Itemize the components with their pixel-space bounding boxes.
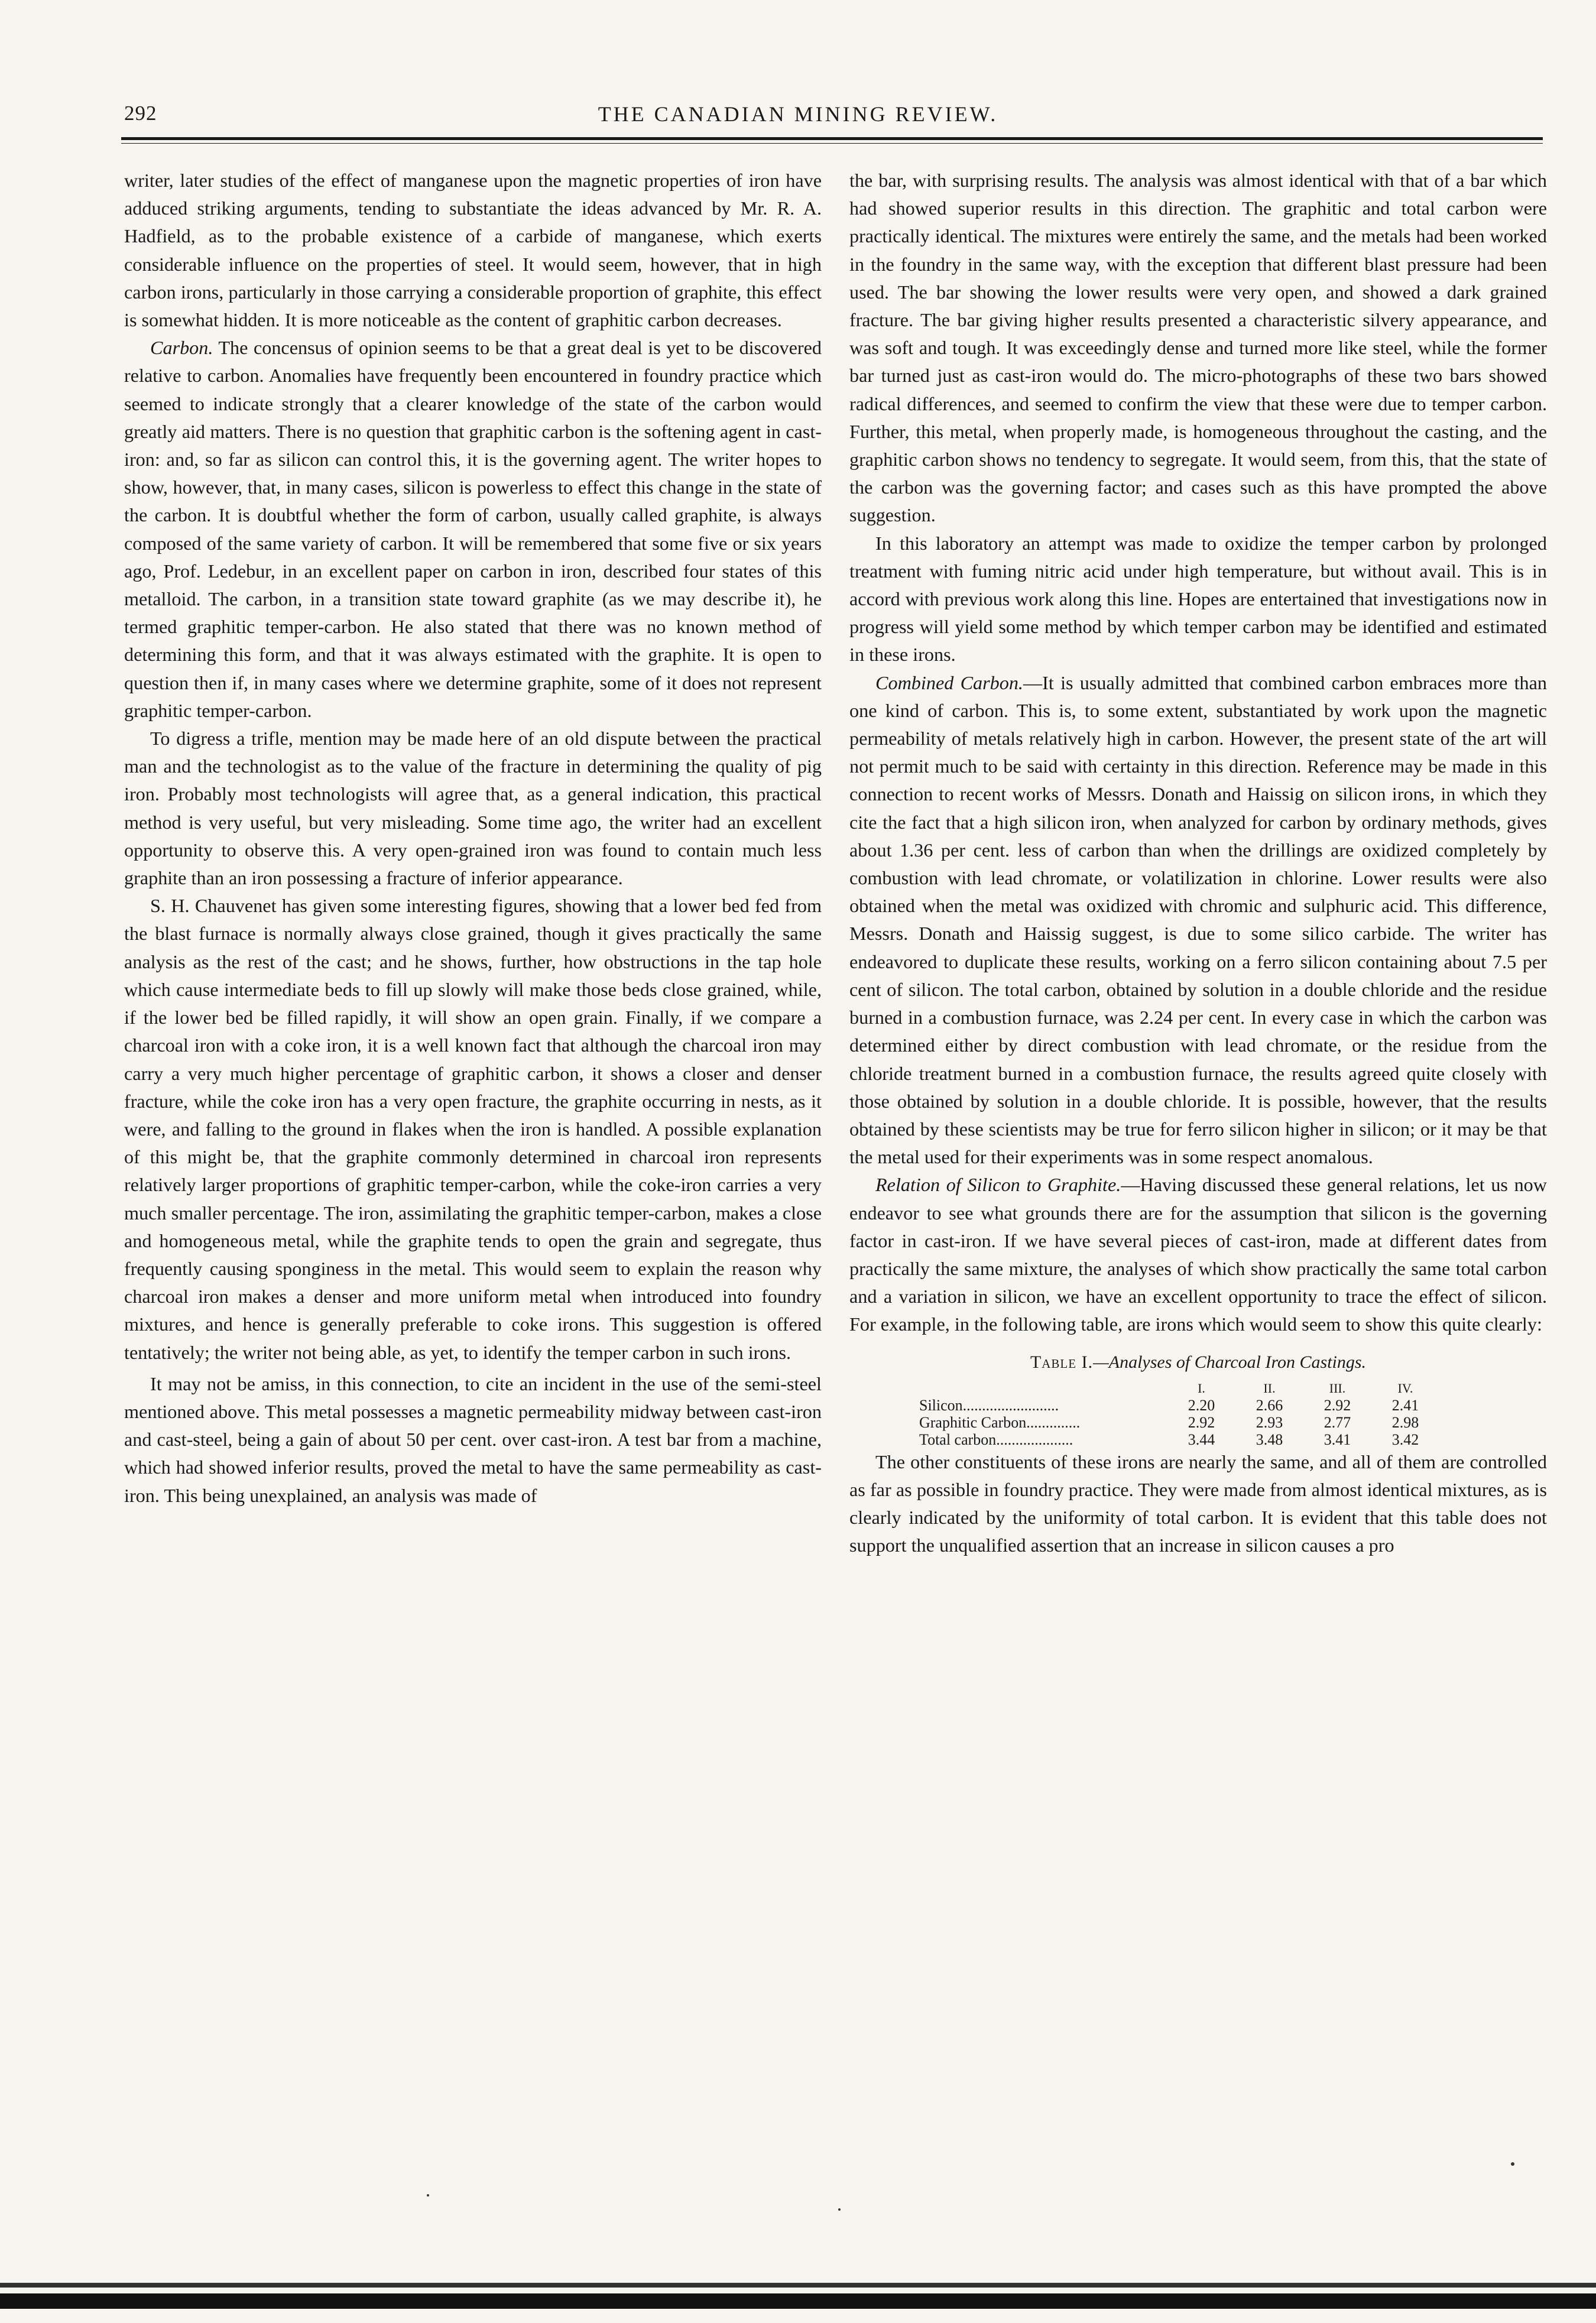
table-cell: 2.92 [1323, 1396, 1351, 1414]
right-column [849, 167, 1547, 1560]
scan-edge-bar [0, 2293, 1596, 2309]
table-cell: 3.48 [1256, 1430, 1283, 1448]
paragraph: S. H. Chauvenet has given some interesting figures, showing that a lower bed fed from the blast furnace is normally always close grained, though it gives practically the same analysis as the rest of the cast; and he shows, further, how obstructions in the tap hole which cause intermediate beds to fill up slowly will make those beds close grained, while, if the lower bed be filled rapidly, it will show an open grain. Finally, if we compare a charcoal iron with a coke iron, it is a well known fact that although the charcoal iron may carry a very much higher percentage of graphitic carbon, it shows a closer and denser fracture, while the coke iron has a very open fracture, the graphite occurring in nests, as it were, and falling to the ground in flakes when the iron is handled. A possible explanation of this might be, that the graphite commonly determined in charcoal iron represents relatively larger proportions of graphitic temper-carbon, while the coke-iron carries a very much smaller percentage. The iron, assimilating the graphitic temper-carbon, makes a close and homogeneous metal, while the graphite tends to open the grain and segregate, thus frequently causing sponginess in the metal. This would seem to explain the reason why charcoal iron makes a denser and more uniform metal when introduced into foundry mixtures, and hence is generally preferable to coke irons. This suggestion is offered tentatively; the writer not being able, as yet, to identify the temper carbon in such irons. [124, 895, 822, 1363]
left-column [124, 167, 822, 1510]
table-column-header: IV. [1397, 1380, 1413, 1396]
table-cell: 2.41 [1391, 1396, 1419, 1414]
table-header-blank [919, 1380, 1167, 1397]
paragraph: The other constituents of these irons are nearly the same, and all of them are controlled as far as possible in foundry practice. They were made from almost identical mixtures, as is clearly indicated by the uniformity of total carbon. It is evident that this table does not support the unqualified assertion that an increase in silicon causes a pro [849, 1451, 1547, 1556]
paragraph: To digress a trifle, mention may be made here of an old dispute between the practical man and the technologist as to the value of the fracture in determining the quality of pig iron. Probably most technologists will agree that, as a general indication, this practical method is very useful, but very misleading. Some time ago, the writer had an excellent opportunity to observe this. A very open-grained iron was found to contain much less graphite than an iron possessing a fracture of inferior appearance. [124, 728, 822, 889]
header-rule-thin [121, 143, 1543, 144]
page-number: 292 [124, 102, 157, 125]
table-cell: 2.93 [1256, 1413, 1283, 1431]
print-speck [1511, 2162, 1514, 2166]
table-cell: 2.77 [1323, 1413, 1351, 1431]
paragraph: the bar, with surprising results. The analysis was almost identical with that of a bar which had showed superior results in this direction. The graphitic and total carbon were practically identical. The mixtures were entirely the same, and the metals had been worked in the foundry in the same way, with the exception that different blast pressure had been used. The bar showing the lower results were very open, and showed a dark grained fracture. The bar giving higher results presented a characteristic silvery appearance, and was soft and tough. It was exceedingly dense and turned more like steel, while the former bar turned just as cast-iron would do. The micro-photographs of these two bars showed radical differences, and seemed to confirm the view that these were due to temper carbon. Further, this metal, when properly made, is homogeneous throughout the casting, and the graphitic carbon shows no tendency to segregate. It would seem, from this, that the state of the carbon was the governing factor; and cases such as this have prompted the above suggestion. [849, 170, 1547, 526]
table-cell: 2.98 [1391, 1413, 1419, 1431]
print-speck [427, 2194, 429, 2197]
print-speck [838, 2208, 841, 2211]
table-cell: 3.42 [1391, 1430, 1419, 1448]
table-row [919, 1414, 1439, 1431]
table-row [919, 1397, 1439, 1414]
table-row-label: Total carbon.................... [919, 1430, 1073, 1448]
paragraph-text: —Having discussed these general relations, let us now endeavor to see what grounds there are for the assumption that silicon is the governing factor in cast-iron. If we have several pieces of cast-iron, made at different dates from practically the same mixture, the analyses of which show practically the same total carbon and a variation in silicon, we have an excellent opportunity to trace the effect of silicon. For example, in the following table, are irons which would seem to show this quite clearly: [849, 1174, 1548, 1335]
table-column-header: III. [1329, 1380, 1346, 1396]
table-caption [849, 1348, 1547, 1376]
paragraph: In this laboratory an attempt was made to oxidize the temper carbon by prolonged treatment with fuming nitric acid under high temperature, but without avail. This is in accord with previous work along this line. Hopes are entertained that investigations now in progress will yield some method by which temper carbon may be identified and estimated in these irons. [849, 532, 1547, 666]
table-caption-title: —Analyses of Charcoal Iron Castings. [1093, 1352, 1367, 1372]
table-cell: 2.66 [1256, 1396, 1283, 1414]
table-row-label: Graphitic Carbon.............. [919, 1413, 1081, 1431]
section-lead-combined-carbon: Combined Carbon. [875, 671, 1023, 693]
paragraph: writer, later studies of the effect of manganese upon the magnetic properties of iron have adduced striking arguments, tending to substantiate the ideas advanced by Mr. R. A. Hadfield, as to the probable existence of a carbide of manganese, which exerts considerable influence on the properties of steel. It would seem, however, that in high carbon irons, particularly in those carrying a considerable proportion of graphite, this effect is somewhat hidden. It is more noticeable as the content of graphitic carbon decreases. [124, 170, 822, 331]
table-row-label: Silicon......................... [919, 1396, 1059, 1414]
section-lead-carbon: Carbon. [150, 337, 213, 359]
header-rule [121, 137, 1543, 140]
table-row [919, 1431, 1439, 1448]
table-column-header: I. [1198, 1380, 1205, 1396]
table-caption-prefix: Table I. [1030, 1352, 1094, 1372]
paragraph-relation-silicon [849, 1171, 1547, 1338]
table-cell: 3.44 [1188, 1430, 1215, 1448]
paragraph-carbon [124, 334, 822, 725]
table-cell: 2.20 [1188, 1396, 1215, 1414]
running-title: THE CANADIAN MINING REVIEW. [598, 102, 998, 126]
analyses-table [919, 1380, 1439, 1448]
table-cell: 2.92 [1188, 1413, 1215, 1431]
paragraph-combined-carbon [849, 669, 1547, 1172]
table-header-row [919, 1380, 1439, 1397]
table-cell: 3.41 [1323, 1430, 1351, 1448]
paragraph-text: —It is usually admitted that combined carbon embraces more than one kind of carbon. This is, to some extent, substantiated by work upon the magnetic permeability of metals relatively high in carbon. However, the present state of the art will not permit much to be said with certainty in this direction. Reference may be made in this connection to recent works of Messrs. Donath and Haissig on silicon irons, in which they cite the fact that a high silicon iron, when analyzed for carbon by ordinary methods, gives about 1.36 per cent. less of carbon than when the drillings are oxidized completely by combustion with lead chromate, or volatilization in chlorine. Lower results were also obtained when the metal was oxidized with chromic and sulphuric acid. This difference, Messrs. Donath and Haissig suggest, is due to some silico carbide. The writer has endeavored to duplicate these results, working on a ferro silicon containing about 7.5 per cent of silicon. The total carbon, obtained by solution in a double chloride and the residue burned in a combustion furnace, was 2.24 per cent. In every case in which the carbon was determined either by direct combustion with lead chromate, or the residue from the chloride treatment burned in a combustion furnace, the results agreed quite closely with those obtained by solution in a double chloride. It is possible, however, that the results obtained by these scientists may be true for ferro silicon higher in silicon; or it may be that the metal used for their experiments was in some respect anomalous. [849, 671, 1547, 1168]
section-lead-relation-silicon: Relation of Silicon to Graphite. [875, 1174, 1121, 1196]
scan-edge-shadow [0, 2283, 1596, 2288]
table-column-header: II. [1263, 1380, 1276, 1396]
paragraph-text: The concensus of opinion seems to be that a great deal is yet to be discovered relative to carbon. Anomalies have frequently been encountered in foundry practice which seemed to indicate strongly that a clearer knowledge of the state of the carbon would greatly aid matters. There is no question that graphitic carbon is the softening agent in cast-iron: and, so far as silicon can control this, it is the governing agent. The writer hopes to show, however, that, in many cases, silicon is powerless to effect this change in the state of the carbon. It is doubtful whether the form of carbon, usually called graphite, is always composed of the same variety of carbon. It will be remembered that some five or six years ago, Prof. Ledebur, in an excellent paper on carbon in iron, described four states of this metalloid. The carbon, in a transition state toward graphite (as we may describe it), he termed graphitic temper-carbon. He also stated that there was no known method of determining this form, and that it was always estimated with the graphite. It is open to question then if, in many cases where we determine graphite, some of it does not represent graphitic temper-carbon. [124, 337, 822, 721]
paragraph: It may not be amiss, in this connection, to cite an incident in the use of the semi-steel mentioned above. This metal possesses a magnetic permeability midway between cast-iron and cast-steel, being a gain of about 50 per cent. over cast-iron. A test bar from a machine, which had showed inferior results, proved the metal to have the same permeability as cast-iron. This being unexplained, an analysis was made of [124, 1373, 822, 1506]
